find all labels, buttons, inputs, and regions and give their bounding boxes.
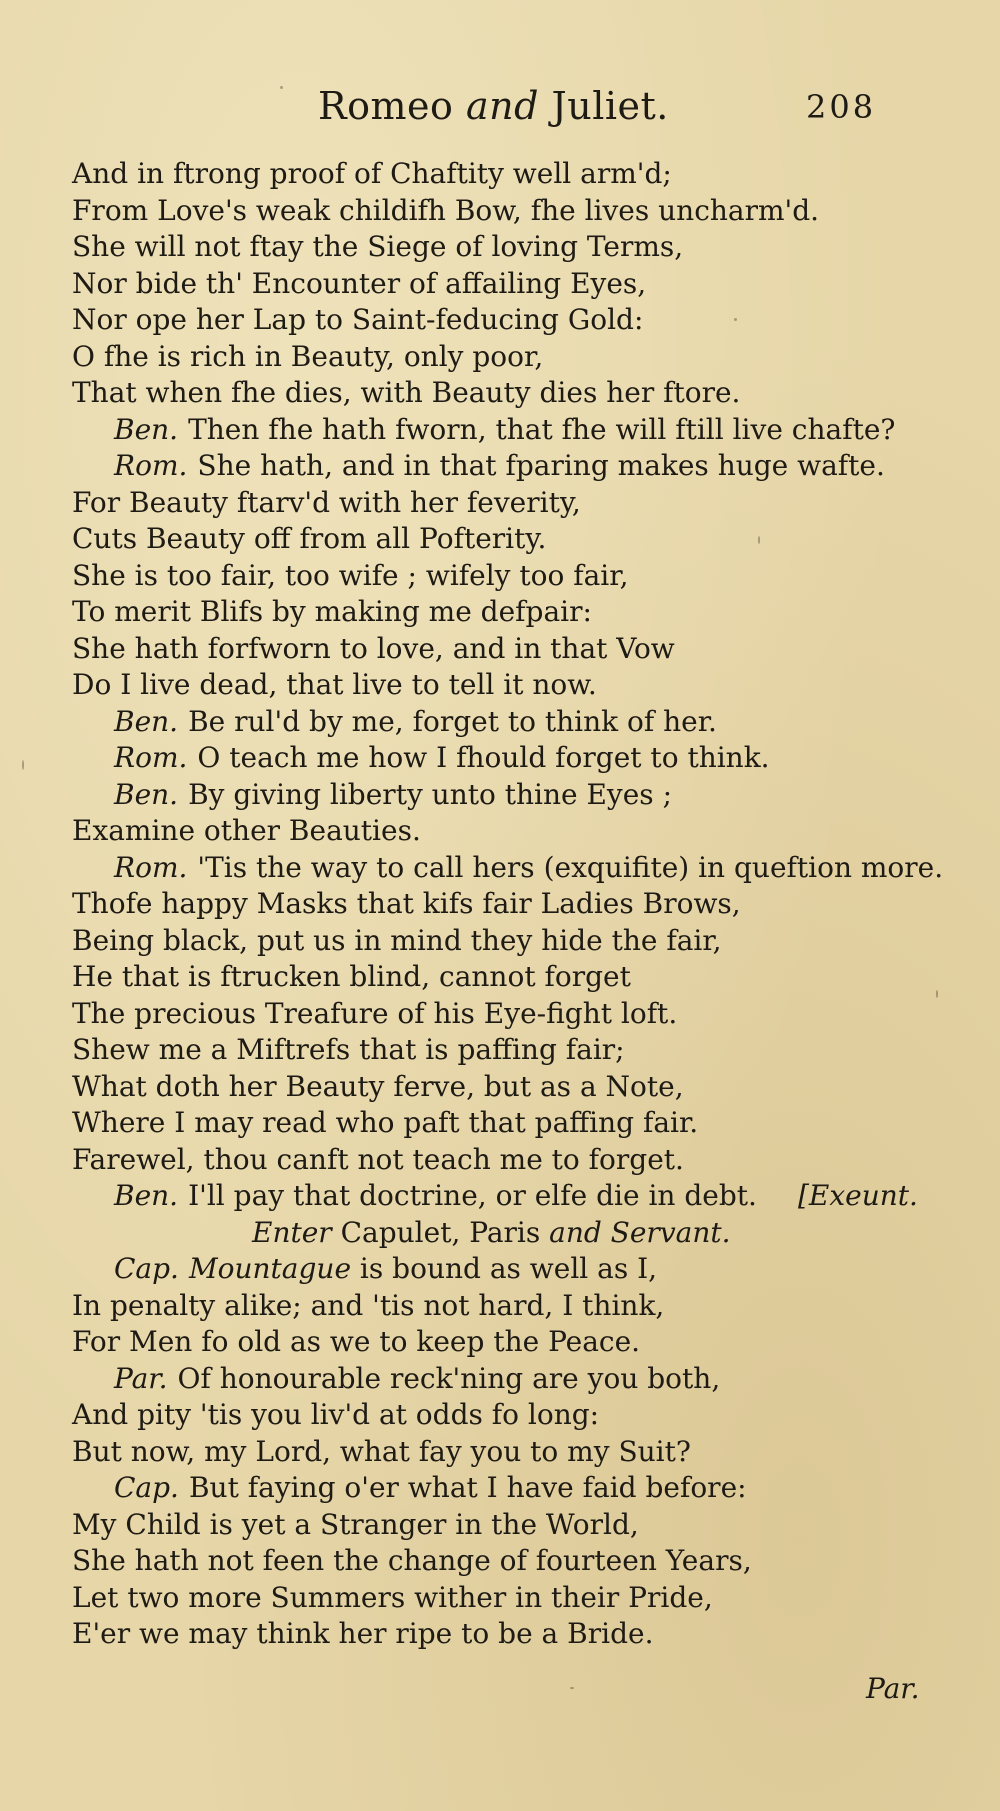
line-text: By giving liberty unto thine Eyes ; xyxy=(188,777,673,811)
paper-fleck xyxy=(734,318,737,321)
line-text: Shew me a Miftrefs that is paffing fair; xyxy=(72,1033,625,1066)
text-line xyxy=(72,704,942,741)
text-line xyxy=(72,1543,942,1580)
line-text: She is too fair, too wife ; wifely too fair, xyxy=(72,558,629,592)
text-line xyxy=(72,1361,942,1398)
line-text: And in ftrong proof of Chaftity well arm'd; xyxy=(72,157,672,190)
speaker-name: Rom. xyxy=(114,850,188,884)
speaker-name: Ben. xyxy=(114,704,179,738)
text-line xyxy=(72,996,942,1033)
paper-fleck xyxy=(22,760,24,770)
line-text: Nor ope her Lap to Saint-feducing Gold: xyxy=(72,303,644,336)
text-line xyxy=(72,375,942,412)
line-text: But now, my Lord, what fay you to my Suit? xyxy=(72,1434,691,1468)
line-text: He that is ftrucken blind, cannot forget xyxy=(72,960,631,993)
text-line xyxy=(72,1434,942,1471)
speaker-name: Cap. xyxy=(114,1252,179,1285)
catchword: Par. xyxy=(866,1672,920,1705)
text-line xyxy=(72,156,942,193)
line-text: From Love's weak childifh Bow, fhe lives uncharm'd. xyxy=(72,193,820,227)
line-text: She hath not feen the change of fourteen Years, xyxy=(72,1544,752,1577)
line-text: O fhe is rich in Beauty, only poor, xyxy=(72,339,544,373)
line-text: My Child is yet a Stranger in the World, xyxy=(72,1507,639,1541)
stage-enter-names: Capulet, Paris xyxy=(331,1215,550,1249)
line-text: The precious Treafure of his Eye-fight loft. xyxy=(72,996,678,1030)
running-title xyxy=(318,84,669,128)
line-text: But faying o'er what I have faid before: xyxy=(188,1471,747,1504)
line-text: To merit Blifs by making me defpair: xyxy=(72,595,592,628)
text-line xyxy=(72,1142,942,1179)
speaker-name: Ben. xyxy=(114,1179,179,1212)
line-text: Do I live dead, that live to tell it now. xyxy=(72,668,597,701)
text-line xyxy=(72,923,942,960)
stage-direction-enter xyxy=(72,1215,942,1252)
line-text: For Men fo old as we to keep the Peace. xyxy=(72,1325,641,1358)
text-line xyxy=(72,1178,942,1215)
line-text: O teach me how I fhould forget to think. xyxy=(197,741,770,774)
text-line xyxy=(72,1069,942,1106)
speaker-name: Ben. xyxy=(114,777,179,811)
line-text: Let two more Summers wither in their Pride, xyxy=(72,1580,713,1614)
text-line xyxy=(72,850,942,887)
text-block xyxy=(72,156,942,1653)
paper-fleck xyxy=(758,536,760,544)
text-line xyxy=(72,667,942,704)
text-line xyxy=(72,1032,942,1069)
speaker-name: Ben. xyxy=(114,412,179,446)
line-text: E'er we may think her ripe to be a Bride. xyxy=(72,1617,654,1650)
text-line xyxy=(72,1470,942,1507)
line-text: In penalty alike; and 'tis not hard, I think, xyxy=(72,1288,665,1322)
character-name: Mountague xyxy=(188,1252,352,1285)
line-text: Where I may read who paft that paffing fair. xyxy=(72,1106,699,1139)
text-line xyxy=(72,266,942,303)
line-text: Then fhe hath fworn, that fhe will ftill live chafte? xyxy=(188,412,896,446)
line-text: Thofe happy Masks that kifs fair Ladies Brows, xyxy=(72,887,741,920)
title-part-2: and xyxy=(465,84,539,128)
text-line xyxy=(72,1580,942,1617)
line-text: That when fhe dies, with Beauty dies her ftore. xyxy=(72,376,741,409)
text-line xyxy=(72,448,942,485)
speaker-name: Cap. xyxy=(114,1471,179,1504)
text-line xyxy=(72,777,942,814)
text-line xyxy=(72,959,942,996)
stage-enter-word: Enter xyxy=(252,1215,332,1249)
line-text: Nor bide th' Encounter of affailing Eyes, xyxy=(72,266,647,300)
line-text: I'll pay that doctrine, or elfe die in debt. xyxy=(188,1179,757,1212)
line-text: For Beauty ftarv'd with her feverity, xyxy=(72,485,581,519)
title-part-1: Romeo xyxy=(318,84,466,128)
text-line xyxy=(72,1105,942,1142)
line-text: Cuts Beauty off from all Pofterity. xyxy=(72,522,547,555)
page-header xyxy=(0,78,1000,138)
text-line xyxy=(72,558,942,595)
text-line xyxy=(72,193,942,230)
text-line xyxy=(72,1616,942,1653)
text-line xyxy=(72,412,942,449)
stage-direction-exeunt: [Exeunt. xyxy=(798,1179,918,1212)
paper-fleck xyxy=(936,990,938,998)
text-line xyxy=(72,813,942,850)
stage-enter-servant: and Servant. xyxy=(549,1215,731,1249)
text-line xyxy=(72,1397,942,1434)
text-line xyxy=(72,339,942,376)
text-line xyxy=(72,1251,942,1288)
line-text: Farewel, thou canft not teach me to forget. xyxy=(72,1142,684,1176)
line-text: Examine other Beauties. xyxy=(72,814,421,847)
line-text: Be rul'd by me, forget to think of her. xyxy=(188,704,717,738)
line-text: She hath forfworn to love, and in that Vow xyxy=(72,631,675,665)
text-line xyxy=(72,1507,942,1544)
line-text: And pity 'tis you liv'd at odds fo long: xyxy=(72,1398,600,1431)
line-text: What doth her Beauty ferve, but as a Note, xyxy=(72,1069,684,1103)
speaker-name: Par. xyxy=(114,1361,168,1395)
text-line xyxy=(72,886,942,923)
text-line xyxy=(72,740,942,777)
line-text: She hath, and in that fparing makes huge wafte. xyxy=(197,449,885,482)
speaker-name: Rom. xyxy=(114,741,188,774)
line-text: Being black, put us in mind they hide the fair, xyxy=(72,923,722,957)
text-line xyxy=(72,1288,942,1325)
line-text: is bound as well as I, xyxy=(351,1252,658,1285)
page-number: 208 xyxy=(806,88,877,126)
text-line xyxy=(72,594,942,631)
line-text: Of honourable reck'ning are you both, xyxy=(177,1361,721,1395)
text-line xyxy=(72,302,942,339)
speaker-name: Rom. xyxy=(114,449,188,482)
paper-fleck xyxy=(280,86,283,89)
text-line xyxy=(72,521,942,558)
text-line xyxy=(72,1324,942,1361)
text-line xyxy=(72,229,942,266)
line-text: 'Tis the way to call hers (exquifite) in queftion more. xyxy=(197,850,944,884)
text-line xyxy=(72,485,942,522)
paper-fleck xyxy=(570,1687,574,1689)
line-text: She will not ftay the Siege of loving Terms, xyxy=(72,230,684,263)
text-line xyxy=(72,631,942,668)
title-part-3: Juliet. xyxy=(538,84,669,128)
